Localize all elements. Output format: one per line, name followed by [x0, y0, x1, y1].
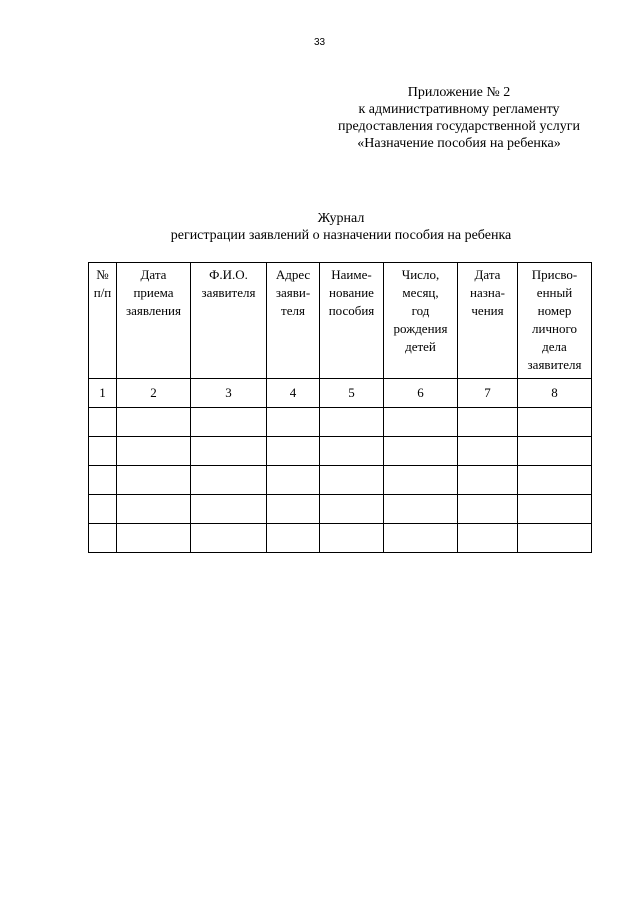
- table-cell: [267, 466, 320, 495]
- table-cell: [191, 408, 267, 437]
- table-cell: [191, 466, 267, 495]
- column-number-cell: 6: [384, 379, 458, 408]
- table-cell: [117, 524, 191, 553]
- appendix-line: предоставления государственной услуги: [338, 119, 580, 134]
- header-text: Присво- енный номер личного дела заявителя: [527, 267, 582, 372]
- column-number-cell: 4: [267, 379, 320, 408]
- table-cell: [458, 408, 518, 437]
- table-cell: [518, 495, 592, 524]
- table-cell: [89, 495, 117, 524]
- registration-table: [88, 262, 592, 553]
- table-cell: [117, 437, 191, 466]
- table-cell: [320, 524, 384, 553]
- table-cell: [267, 495, 320, 524]
- table-cell: [384, 437, 458, 466]
- appendix-line: «Назначение пособия на ребенка»: [357, 136, 561, 151]
- appendix-block: [320, 84, 598, 152]
- table-cell: [320, 466, 384, 495]
- table-cell: [89, 466, 117, 495]
- journal-title: Журнал: [317, 211, 365, 226]
- table-cell: [384, 524, 458, 553]
- header-cell-date-received: [117, 263, 191, 379]
- header-cell-address: [267, 263, 320, 379]
- table-cell: [191, 495, 267, 524]
- table-cell: [267, 408, 320, 437]
- column-number-cell: 1: [89, 379, 117, 408]
- table-cell: [384, 466, 458, 495]
- table-header-row: [89, 263, 592, 379]
- header-cell-benefit-name: [320, 263, 384, 379]
- column-number-cell: 2: [117, 379, 191, 408]
- column-number-row: [89, 379, 592, 408]
- header-cell-children-birthdate: [384, 263, 458, 379]
- appendix-line: к административному регламенту: [358, 102, 560, 117]
- table-cell: [267, 437, 320, 466]
- table-cell: [267, 524, 320, 553]
- table-cell: [518, 408, 592, 437]
- table-cell: [89, 524, 117, 553]
- header-text: Дата назна- чения: [470, 267, 505, 318]
- table-row: [89, 524, 592, 553]
- table-cell: [518, 524, 592, 553]
- header-cell-assignment-date: [458, 263, 518, 379]
- table-cell: [89, 437, 117, 466]
- column-number-cell: 3: [191, 379, 267, 408]
- appendix-line: Приложение № 2: [407, 85, 511, 100]
- header-text: Число, месяц, год рождения детей: [393, 267, 448, 354]
- table-cell: [384, 408, 458, 437]
- table-row: [89, 408, 592, 437]
- journal-heading: [86, 210, 596, 244]
- table-cell: [384, 495, 458, 524]
- table-cell: [518, 466, 592, 495]
- column-number-cell: 5: [320, 379, 384, 408]
- table-row: [89, 466, 592, 495]
- header-text: Ф.И.О. заявителя: [201, 267, 256, 300]
- table-cell: [191, 524, 267, 553]
- table-row: [89, 495, 592, 524]
- table-cell: [458, 495, 518, 524]
- column-number-cell: 8: [518, 379, 592, 408]
- journal-subtitle: регистрации заявлений о назначении пособия на ребенка: [170, 228, 512, 243]
- table-cell: [117, 408, 191, 437]
- table-cell: [320, 495, 384, 524]
- table-cell: [191, 437, 267, 466]
- header-text: № п/п: [93, 267, 112, 300]
- page-number: 33: [313, 37, 326, 48]
- header-cell-case-number: [518, 263, 592, 379]
- header-text: Наиме- нование пособия: [328, 267, 375, 318]
- table-cell: [458, 437, 518, 466]
- table-cell: [458, 524, 518, 553]
- header-cell-number: [89, 263, 117, 379]
- header-cell-applicant-name: [191, 263, 267, 379]
- table-cell: [89, 408, 117, 437]
- header-text: Адрес заяви- теля: [275, 267, 311, 318]
- table-cell: [518, 437, 592, 466]
- table-cell: [320, 437, 384, 466]
- table-row: [89, 437, 592, 466]
- header-text: Дата приема заявления: [125, 267, 181, 318]
- column-number-cell: 7: [458, 379, 518, 408]
- table-cell: [117, 495, 191, 524]
- table-cell: [320, 408, 384, 437]
- table-cell: [117, 466, 191, 495]
- table-cell: [458, 466, 518, 495]
